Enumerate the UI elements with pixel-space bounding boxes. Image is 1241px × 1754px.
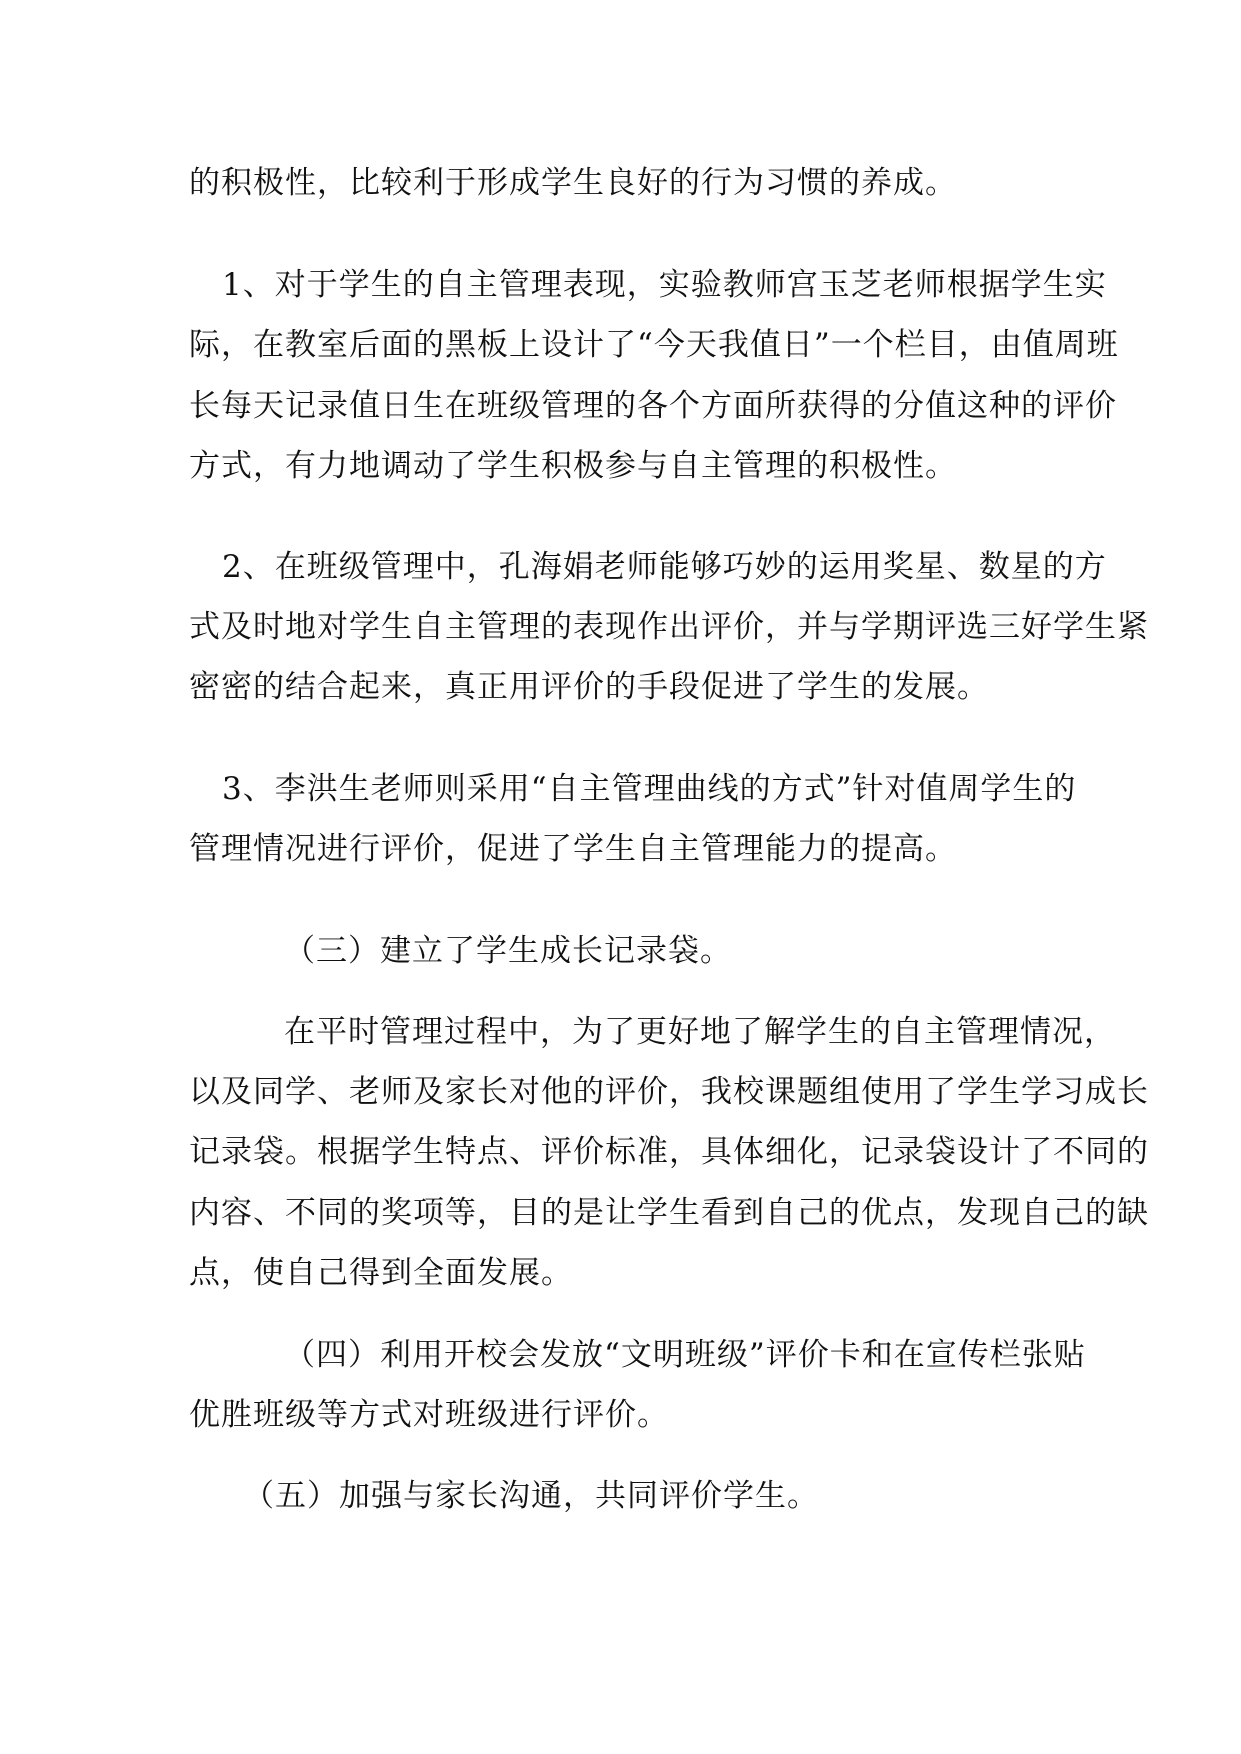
text-line: 在平时管理过程中，为了更好地了解学生的自主管理情况， [284,1014,1116,1050]
text-line: 的积极性，比较利于形成学生良好的行为习惯的养成。 [189,165,957,201]
text-line: 记录袋。根据学生特点、评价标准，具体细化，记录袋设计了不同的 [189,1134,1149,1170]
section-heading: （三）建立了学生成长记录袋。 [284,933,732,969]
text-line: 以及同学、老师及家长对他的评价，我校课题组使用了学生学习成长 [189,1074,1149,1110]
text-line: 方式，有力地调动了学生积极参与自主管理的积极性。 [189,448,957,484]
section-heading: （五）加强与家长沟通，共同评价学生。 [243,1478,819,1514]
text-line: 密密的结合起来，真正用评价的手段促进了学生的发展。 [189,669,989,705]
section-heading: （四）利用开校会发放“文明班级”评价卡和在宣传栏张贴 [284,1337,1086,1373]
text-line: 管理情况进行评价，促进了学生自主管理能力的提高。 [189,831,957,867]
text-line: 优胜班级等方式对班级进行评价。 [189,1397,669,1433]
text-line: 式及时地对学生自主管理的表现作出评价，并与学期评选三好学生紧 [189,609,1149,645]
text-line: 内容、不同的奖项等，目的是让学生看到自己的优点，发现自己的缺 [189,1195,1149,1231]
text-line: 1、对于学生的自主管理表现，实验教师宫玉芝老师根据学生实 [222,267,1107,303]
text-line: 3、李洪生老师则采用“自主管理曲线的方式”针对值周学生的 [222,771,1077,807]
text-line: 长每天记录值日生在班级管理的各个方面所获得的分值这种的评价 [189,388,1117,424]
text-line: 2、在班级管理中，孔海娟老师能够巧妙的运用奖星、数星的方 [222,549,1107,585]
text-line: 际，在教室后面的黑板上设计了“今天我值日”一个栏目，由值周班 [189,327,1119,363]
text-line: 点，使自己得到全面发展。 [189,1255,573,1291]
